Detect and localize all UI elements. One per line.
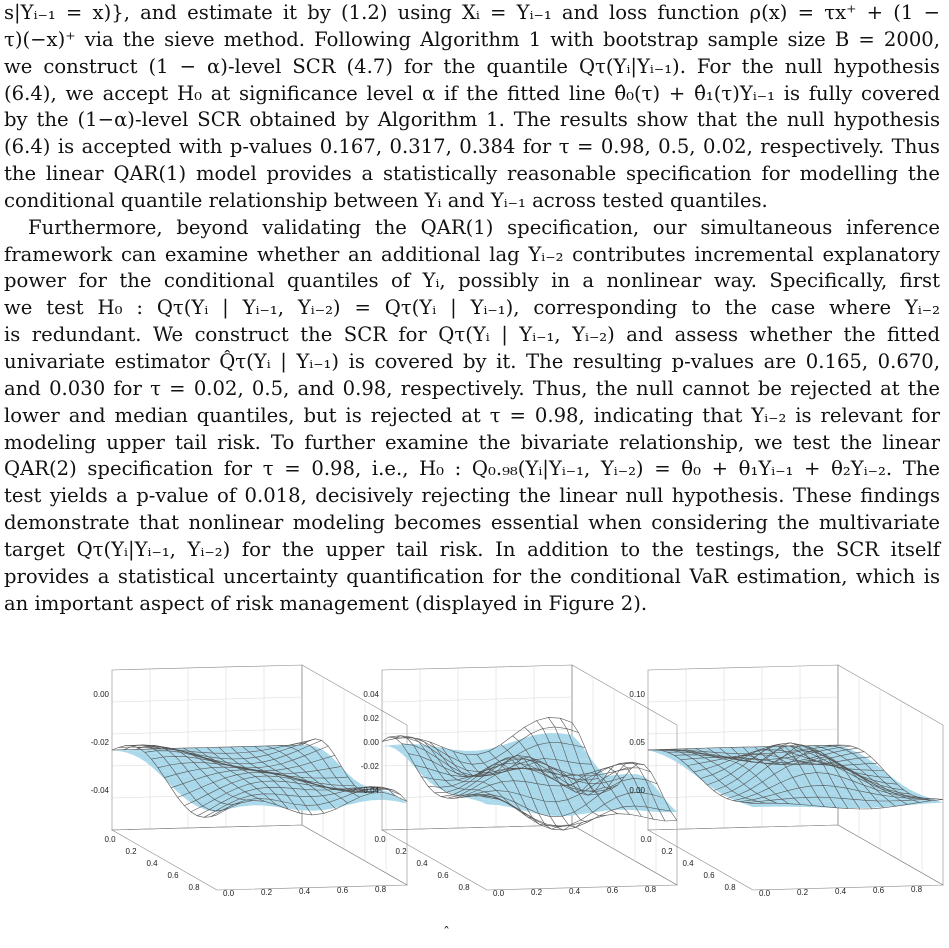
grid-line xyxy=(112,729,302,734)
x-tick-label: 0.6 xyxy=(437,871,449,880)
text-line: we construct (1 − α)-level SCR (4.7) for the quantile Qτ(Yᵢ|Yᵢ₋₁). For the null hypothesis xyxy=(4,54,940,78)
z-tick-label: -0.04 xyxy=(90,786,109,795)
text-line: univariate estimator Q̂τ(Yᵢ | Yᵢ₋₁) is covered by it. The resulting p-values are 0.165, 0.670, xyxy=(4,349,940,373)
text-line: the linear QAR(1) model provides a statistically reasonable specification for modelling the xyxy=(4,162,940,186)
x-tick-label: 0.8 xyxy=(724,883,736,892)
grid-line xyxy=(382,697,572,702)
y-tick-label: 0.4 xyxy=(835,887,847,896)
y-tick-label: 0.8 xyxy=(911,885,923,894)
z-tick-label: 0.05 xyxy=(629,738,645,747)
paragraph-1 xyxy=(4,0,940,215)
x-tick-label: 0.4 xyxy=(416,859,428,868)
text-line: demonstrate that nonlinear modeling becomes essential when considering the multivariate xyxy=(4,511,940,535)
z-tick-label: 0.10 xyxy=(629,690,645,699)
x-tick-label: 0.2 xyxy=(395,847,407,856)
x-tick-label: 0.2 xyxy=(661,847,673,856)
text-line: (6.4), we accept H₀ at significance level α if the fitted line θ̂₀(τ) + θ̂₁(τ)Yᵢ₋₁ is fully covered xyxy=(4,81,940,105)
figure-row xyxy=(0,585,949,925)
text-line: by the (1−α)-level SCR obtained by Algorithm 1. The results show that the null hypothesis xyxy=(4,108,940,132)
x-tick-label: 0.6 xyxy=(703,871,715,880)
y-tick-label: 0.4 xyxy=(299,887,311,896)
y-tick-label: 0.6 xyxy=(607,886,619,895)
x-tick-label: 0.6 xyxy=(167,871,179,880)
z-tick-label: 0.00 xyxy=(93,690,109,699)
x-tick-label: 0.0 xyxy=(640,835,652,844)
y-tick-label: 0.6 xyxy=(873,886,885,895)
z-tick-label: -0.02 xyxy=(90,738,109,747)
surface-plot-svg xyxy=(82,585,387,915)
text-line: conditional quantile relationship between Yᵢ and Yᵢ₋₁ across tested quantiles. xyxy=(4,188,768,212)
z-tick-label: -0.04 xyxy=(360,786,379,795)
y-tick-label: 0.8 xyxy=(645,885,657,894)
y-tick-label: 0.6 xyxy=(337,886,349,895)
text-line: is redundant. We construct the SCR for Qτ(Yᵢ | Yᵢ₋₁, Yᵢ₋₂) and assess whether the fitted xyxy=(4,323,940,347)
x-tick-label: 0.2 xyxy=(125,847,137,856)
text-line: QAR(2) specification for τ = 0.98, i.e., H₀ : Q₀.₉₈(Yᵢ|Yᵢ₋₁, Yᵢ₋₂) = θ₀ + θ₁Yᵢ₋₁ + θ₂Yᵢ₋₂. The xyxy=(4,457,940,481)
y-tick-label: 0.2 xyxy=(797,888,809,897)
text-line: an important aspect of risk management (displayed in Figure 2). xyxy=(4,591,648,615)
z-tick-label: 0.02 xyxy=(363,714,379,723)
text-line: target Qτ(Yᵢ|Yᵢ₋₁, Yᵢ₋₂) for the upper tail risk. In addition to the testings, the SCR itself xyxy=(4,537,940,561)
text-line: framework can examine whether an additional lag Yᵢ₋₂ contributes incremental explanatory xyxy=(4,242,940,266)
z-tick-label: -0.02 xyxy=(360,762,379,771)
y-tick-label: 0.0 xyxy=(223,889,235,898)
y-tick-label: 0.2 xyxy=(531,888,543,897)
y-tick-label: 0.0 xyxy=(759,889,771,898)
x-tick-label: 0.0 xyxy=(374,835,386,844)
paragraph-2 xyxy=(4,215,940,618)
grid-line xyxy=(112,697,302,702)
body-text xyxy=(4,0,940,617)
surface-plot-1 xyxy=(82,585,387,915)
grid-line xyxy=(648,729,838,734)
text-line: Furthermore, beyond validating the QAR(1) specification, our simultaneous inference xyxy=(28,215,940,239)
x-tick-label: 0.0 xyxy=(104,835,116,844)
text-line: and 0.030 for τ = 0.02, 0.5, and 0.98, respectively. Thus, the null cannot be rejected at the xyxy=(4,376,940,400)
text-line: test yields a p-value of 0.018, decisively rejecting the linear null hypothesis. These findings xyxy=(4,484,940,508)
z-tick-label: 0.00 xyxy=(629,786,645,795)
y-tick-label: 0.2 xyxy=(261,888,273,897)
x-tick-label: 0.8 xyxy=(188,883,200,892)
x-tick-label: 0.4 xyxy=(682,859,694,868)
text-line: lower and median quantiles, but is rejected at τ = 0.98, indicating that Yᵢ₋₂ is relevant for xyxy=(4,403,940,427)
y-tick-label: 0.0 xyxy=(493,889,505,898)
text-line: (6.4) is accepted with p-values 0.167, 0.317, 0.384 for τ = 0.98, 0.5, 0.02, respectively. Thus xyxy=(4,135,940,159)
surface-plot-svg xyxy=(618,585,923,915)
floor-panel xyxy=(648,825,943,890)
text-line: τ)(−x)⁺ via the sieve method. Following Algorithm 1 with bootstrap sample size B = 2000, xyxy=(4,27,940,51)
z-tick-label: 0.04 xyxy=(363,690,379,699)
x-tick-label: 0.8 xyxy=(458,883,470,892)
x-tick-label: 0.4 xyxy=(146,859,158,868)
y-tick-label: 0.4 xyxy=(569,887,581,896)
text-line: power for the conditional quantiles of Yᵢ, possibly in a nonlinear way. Specifically, first xyxy=(4,269,940,293)
z-tick-label: 0.00 xyxy=(363,738,379,747)
surface-plot-3 xyxy=(618,585,923,915)
text-line: s|Yᵢ₋₁ = x)}, and estimate it by (1.2) using Xᵢ = Yᵢ₋₁ and loss function ρ(x) = τx⁺ + (1 − xyxy=(4,1,940,24)
text-line: modeling upper tail risk. To further examine the bivariate relationship, we test the linear xyxy=(4,430,940,454)
text-line: we test H₀ : Qτ(Yᵢ | Yᵢ₋₁, Yᵢ₋₂) = Qτ(Yᵢ | Yᵢ₋₁), corresponding to the case where Yᵢ₋₂ xyxy=(4,296,940,320)
text-line: provides a statistical uncertainty quantification for the conditional VaR estimation, which is xyxy=(4,564,940,588)
y-tick-label: 0.8 xyxy=(375,885,387,894)
grid-line xyxy=(648,697,838,702)
